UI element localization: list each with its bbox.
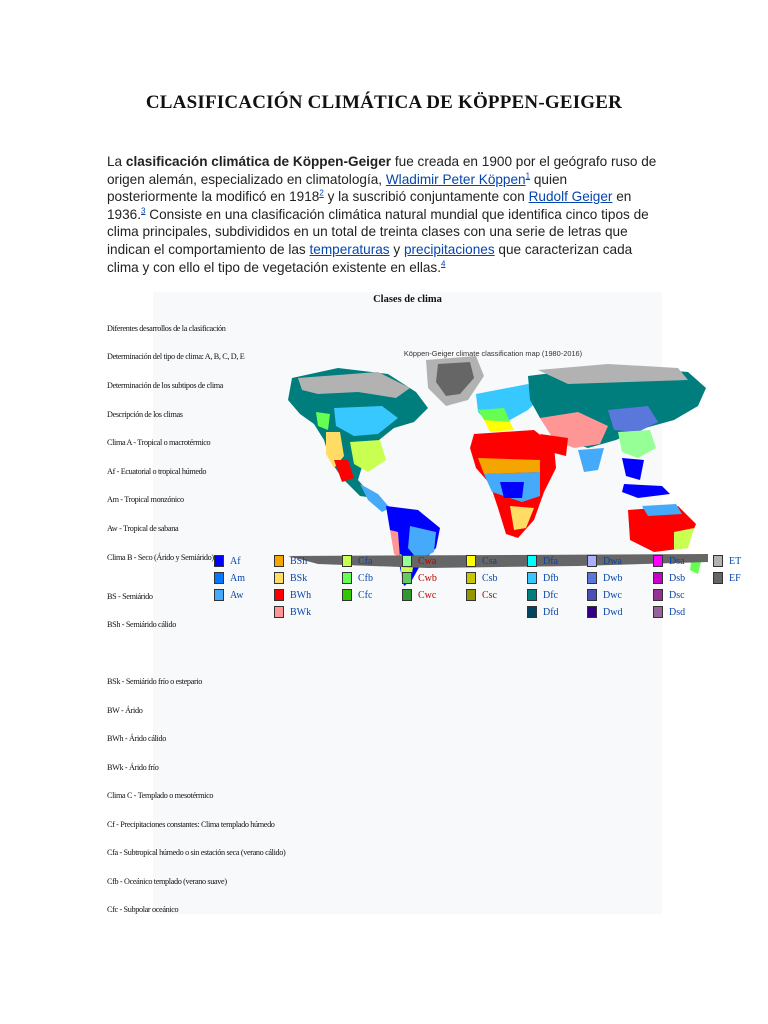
legend-item-dwd[interactable] xyxy=(587,606,622,618)
legend-item-dsb[interactable] xyxy=(653,572,685,584)
legend-swatch xyxy=(274,589,284,601)
legend-swatch xyxy=(713,555,723,567)
intro-text: y xyxy=(389,241,404,257)
contents-item[interactable]: Aw - Tropical de sabana xyxy=(107,524,179,533)
legend-swatch xyxy=(653,606,663,618)
contents-item[interactable]: Descripción de los climas xyxy=(107,410,183,419)
legend-label: Am xyxy=(230,572,245,584)
legend-item-aw[interactable] xyxy=(214,589,244,601)
legend-label: Dsa xyxy=(669,555,685,567)
legend-item-dsa[interactable] xyxy=(653,555,685,567)
legend-label: Dsd xyxy=(669,606,686,618)
ref-3[interactable]: 3 xyxy=(141,206,146,216)
legend-item-csb[interactable] xyxy=(466,572,498,584)
legend-label: Csb xyxy=(482,572,498,584)
legend-item-et[interactable] xyxy=(713,555,741,567)
legend-item-dfa[interactable] xyxy=(527,555,558,567)
legend-item-cwc[interactable] xyxy=(402,589,436,601)
legend-swatch xyxy=(342,555,352,567)
legend-swatch xyxy=(587,589,597,601)
legend-item-ef[interactable] xyxy=(713,572,741,584)
legend-item-dfb[interactable] xyxy=(527,572,559,584)
legend-item-bsh[interactable] xyxy=(274,555,307,567)
contents-item[interactable]: BSh - Semiárido cálido xyxy=(107,620,176,629)
legend-label: Dfc xyxy=(543,589,558,601)
legend-item-cwb[interactable] xyxy=(402,572,437,584)
legend-label: Dfb xyxy=(543,572,559,584)
legend-swatch xyxy=(402,589,412,601)
link-temperaturas[interactable]: temperaturas xyxy=(309,241,390,257)
legend-swatch xyxy=(214,555,224,567)
legend-swatch xyxy=(214,589,224,601)
legend-item-bwh[interactable] xyxy=(274,589,311,601)
legend-item-dfd[interactable] xyxy=(527,606,559,618)
climate-map xyxy=(278,348,708,588)
intro-text: en 1936. xyxy=(107,189,632,222)
legend-label: Cfa xyxy=(358,555,373,567)
contents-item[interactable]: Cfc - Subpolar oceánico xyxy=(107,905,179,914)
legend-item-af[interactable] xyxy=(214,555,241,567)
ref-1[interactable]: 1 xyxy=(525,171,531,181)
legend-item-dwc[interactable] xyxy=(587,589,622,601)
contents-item[interactable]: Clima B - Seco (Árido y Semiárido) xyxy=(107,553,214,562)
legend-swatch xyxy=(214,572,224,584)
legend-item-cfc[interactable] xyxy=(342,589,372,601)
intro-text: La xyxy=(107,154,126,169)
intro-text: que caracterizan cada clima y con ello el tipo de vegetación existente en ellas. xyxy=(107,241,633,275)
legend-label: BSh xyxy=(290,555,308,567)
legend-swatch xyxy=(527,589,537,601)
legend-label: Dfd xyxy=(543,606,559,618)
contents-item[interactable]: Diferentes desarrollos de la clasificación xyxy=(107,324,226,333)
legend-label: BWk xyxy=(290,606,312,618)
intro-paragraph xyxy=(107,153,657,276)
legend-swatch xyxy=(587,572,597,584)
legend-swatch xyxy=(466,572,476,584)
contents-item[interactable]: Cfa - Subtropical húmedo o sin estación seca (verano cálido) xyxy=(107,848,286,857)
legend-swatch xyxy=(653,589,663,601)
legend-label: ET xyxy=(729,555,742,567)
legend-item-dwa[interactable] xyxy=(587,555,622,567)
contents-item[interactable]: BSk - Semiárido frío o estepario xyxy=(107,677,202,686)
legend-swatch xyxy=(274,572,284,584)
intro-text: Consiste en una clasificación climática natural mundial que identifica cinco tipos de clima principales, subdivididos en un total de treinta clases con una serie de letras que indican el comportamiento de las xyxy=(107,206,649,257)
legend-label: Cwb xyxy=(418,572,437,584)
legend-label: EF xyxy=(729,572,741,584)
legend-item-am[interactable] xyxy=(214,572,245,584)
intro-text: quien posteriormente la modificó en 1918 xyxy=(107,171,568,205)
legend-label: Cwc xyxy=(418,589,437,601)
map-caption: Köppen-Geiger climate classification map (1980-2016) xyxy=(403,349,583,358)
intro-text: fue creada en 1900 por el geógrafo ruso de origen alemán, especializado en climatología, xyxy=(107,154,657,187)
legend-swatch xyxy=(274,555,284,567)
contents-item[interactable]: BW - Árido xyxy=(107,706,143,715)
legend-label: Dwa xyxy=(603,555,622,567)
legend-item-csa[interactable] xyxy=(466,555,497,567)
legend-swatch xyxy=(587,555,597,567)
legend-swatch xyxy=(466,555,476,567)
legend-item-cfa[interactable] xyxy=(342,555,372,567)
contents-item[interactable]: Cf - Precipitaciones constantes: Clima templado húmedo xyxy=(107,820,275,829)
contents-item[interactable]: Af - Ecuatorial o tropical húmedo xyxy=(107,467,207,476)
legend-swatch xyxy=(587,606,597,618)
legend-item-dwb[interactable] xyxy=(587,572,622,584)
legend-label: Cfc xyxy=(358,589,373,601)
legend-swatch xyxy=(466,589,476,601)
legend-swatch xyxy=(342,572,352,584)
link-koppen[interactable]: Wladimir Peter Köppen xyxy=(385,171,526,187)
contents-item[interactable]: Cfb - Oceánico templado (verano suave) xyxy=(107,877,227,886)
intro-text: y la suscribió conjuntamente con xyxy=(323,189,529,205)
page-title: CLASIFICACIÓN CLIMÁTICA DE KÖPPEN-GEIGER xyxy=(145,92,623,113)
ref-4[interactable]: 4 xyxy=(441,259,446,269)
legend-swatch xyxy=(342,589,352,601)
legend-swatch xyxy=(274,606,284,618)
link-geiger[interactable]: Rudolf Geiger xyxy=(528,189,613,205)
intro-bold-term: clasificación climática de Köppen-Geiger xyxy=(125,154,392,169)
legend-swatch xyxy=(713,572,723,584)
contents-item[interactable]: BS - Semiárido xyxy=(107,592,153,601)
legend-item-dsc[interactable] xyxy=(653,589,685,601)
legend-label: Dsb xyxy=(669,572,686,584)
legend-label: Dwb xyxy=(603,572,623,584)
legend-label: Csa xyxy=(482,555,497,567)
contents-item[interactable]: BWk - Árido frío xyxy=(107,763,159,772)
legend-label: Dfa xyxy=(543,555,558,567)
legend-swatch xyxy=(402,572,412,584)
legend-label: Dsc xyxy=(669,589,685,601)
legend-item-dfc[interactable] xyxy=(527,589,558,601)
legend-label: Aw xyxy=(230,589,244,601)
legend-item-csc[interactable] xyxy=(466,589,497,601)
legend-item-bsk[interactable] xyxy=(274,572,307,584)
legend-label: BWh xyxy=(290,589,312,601)
legend-item-cfb[interactable] xyxy=(342,572,373,584)
legend-item-cwa[interactable] xyxy=(402,555,436,567)
infobox-title: Clases de clima xyxy=(373,294,442,305)
contents-item[interactable]: Clima A - Tropical o macrotérmico xyxy=(107,438,211,447)
legend-item-dsd[interactable] xyxy=(653,606,685,618)
contents-item[interactable]: BWh - Árido cálido xyxy=(107,734,166,743)
legend-swatch xyxy=(527,572,537,584)
contents-item[interactable]: Clima C - Templado o mesotérmico xyxy=(107,791,214,800)
legend-label: Cwa xyxy=(418,555,437,567)
legend-swatch xyxy=(527,555,537,567)
legend-label: Af xyxy=(230,555,241,567)
contents-item[interactable]: Am - Tropical monzónico xyxy=(107,495,184,504)
legend-label: Cfb xyxy=(358,572,373,584)
ref-2[interactable]: 2 xyxy=(319,188,324,198)
legend-swatch xyxy=(653,555,663,567)
legend-label: Csc xyxy=(482,589,497,601)
legend-swatch xyxy=(653,572,663,584)
legend-label: Dwc xyxy=(603,589,622,601)
legend-label: BSk xyxy=(290,572,308,584)
contents-item[interactable]: Determinación del tipo de clima: A, B, C, D, E xyxy=(107,352,245,361)
legend-swatch xyxy=(527,606,537,618)
link-precipitaciones[interactable]: precipitaciones xyxy=(403,241,495,257)
legend-swatch xyxy=(402,555,412,567)
legend-label: Dwd xyxy=(603,606,623,618)
legend-item-bwk[interactable] xyxy=(274,606,311,618)
contents-item[interactable]: Determinación de los subtipos de clima xyxy=(107,381,224,390)
